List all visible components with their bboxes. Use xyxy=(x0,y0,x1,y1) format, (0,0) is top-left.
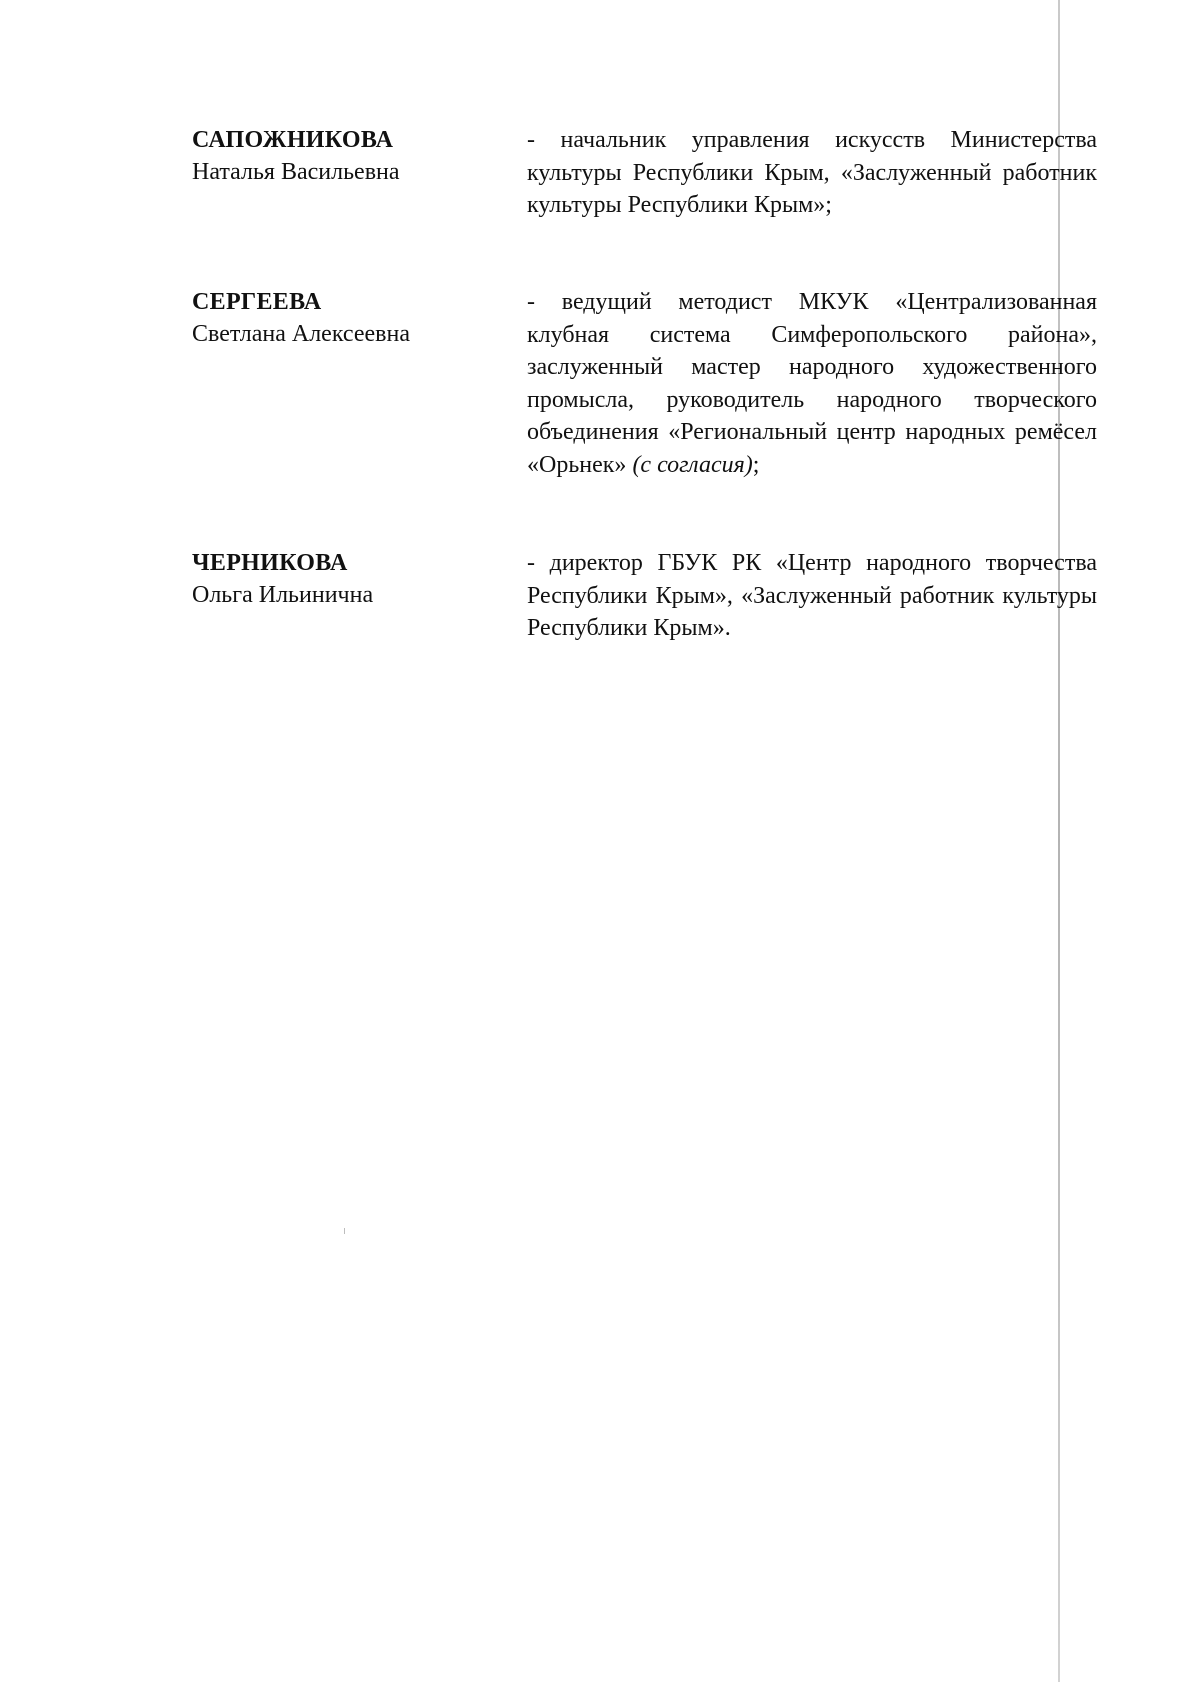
scan-artifact-line xyxy=(1058,0,1060,1682)
member-description-tail: ; xyxy=(752,451,760,478)
member-description-note: (с согласия) xyxy=(632,451,753,478)
member-description-text: - директор ГБУК РК «Центр народного творчества Республики Крым», «Заслуженный работник культуры Республики Крым». xyxy=(527,550,1097,641)
member-name xyxy=(192,547,492,611)
member-surname: ЧЕРНИКОВА xyxy=(192,550,348,576)
member-name xyxy=(192,286,492,350)
member-description-text: - ведущий методист МКУК «Централизованная клубная система Симферопольского района», заслуженный мастер народного художественного промысла, руководитель народного творческого объединения «Региональный центр народных ремёсел «Орьнек» xyxy=(527,289,1097,478)
member-description xyxy=(527,286,1097,481)
member-description-text: - начальник управления искусств Министерства культуры Республики Крым, «Заслуженный работник культуры Республики Крым»; xyxy=(527,127,1097,218)
member-surname: СЕРГЕЕВА xyxy=(192,289,322,315)
member-given-names: Светлана Алексеевна xyxy=(192,321,410,347)
member-surname: САПОЖНИКОВА xyxy=(192,127,394,153)
scan-artifact-dot xyxy=(344,1228,345,1234)
member-given-names: Ольга Ильинична xyxy=(192,582,374,608)
member-description xyxy=(527,547,1097,645)
member-description xyxy=(527,124,1097,222)
member-name xyxy=(192,124,492,188)
member-given-names: Наталья Васильевна xyxy=(192,159,400,185)
